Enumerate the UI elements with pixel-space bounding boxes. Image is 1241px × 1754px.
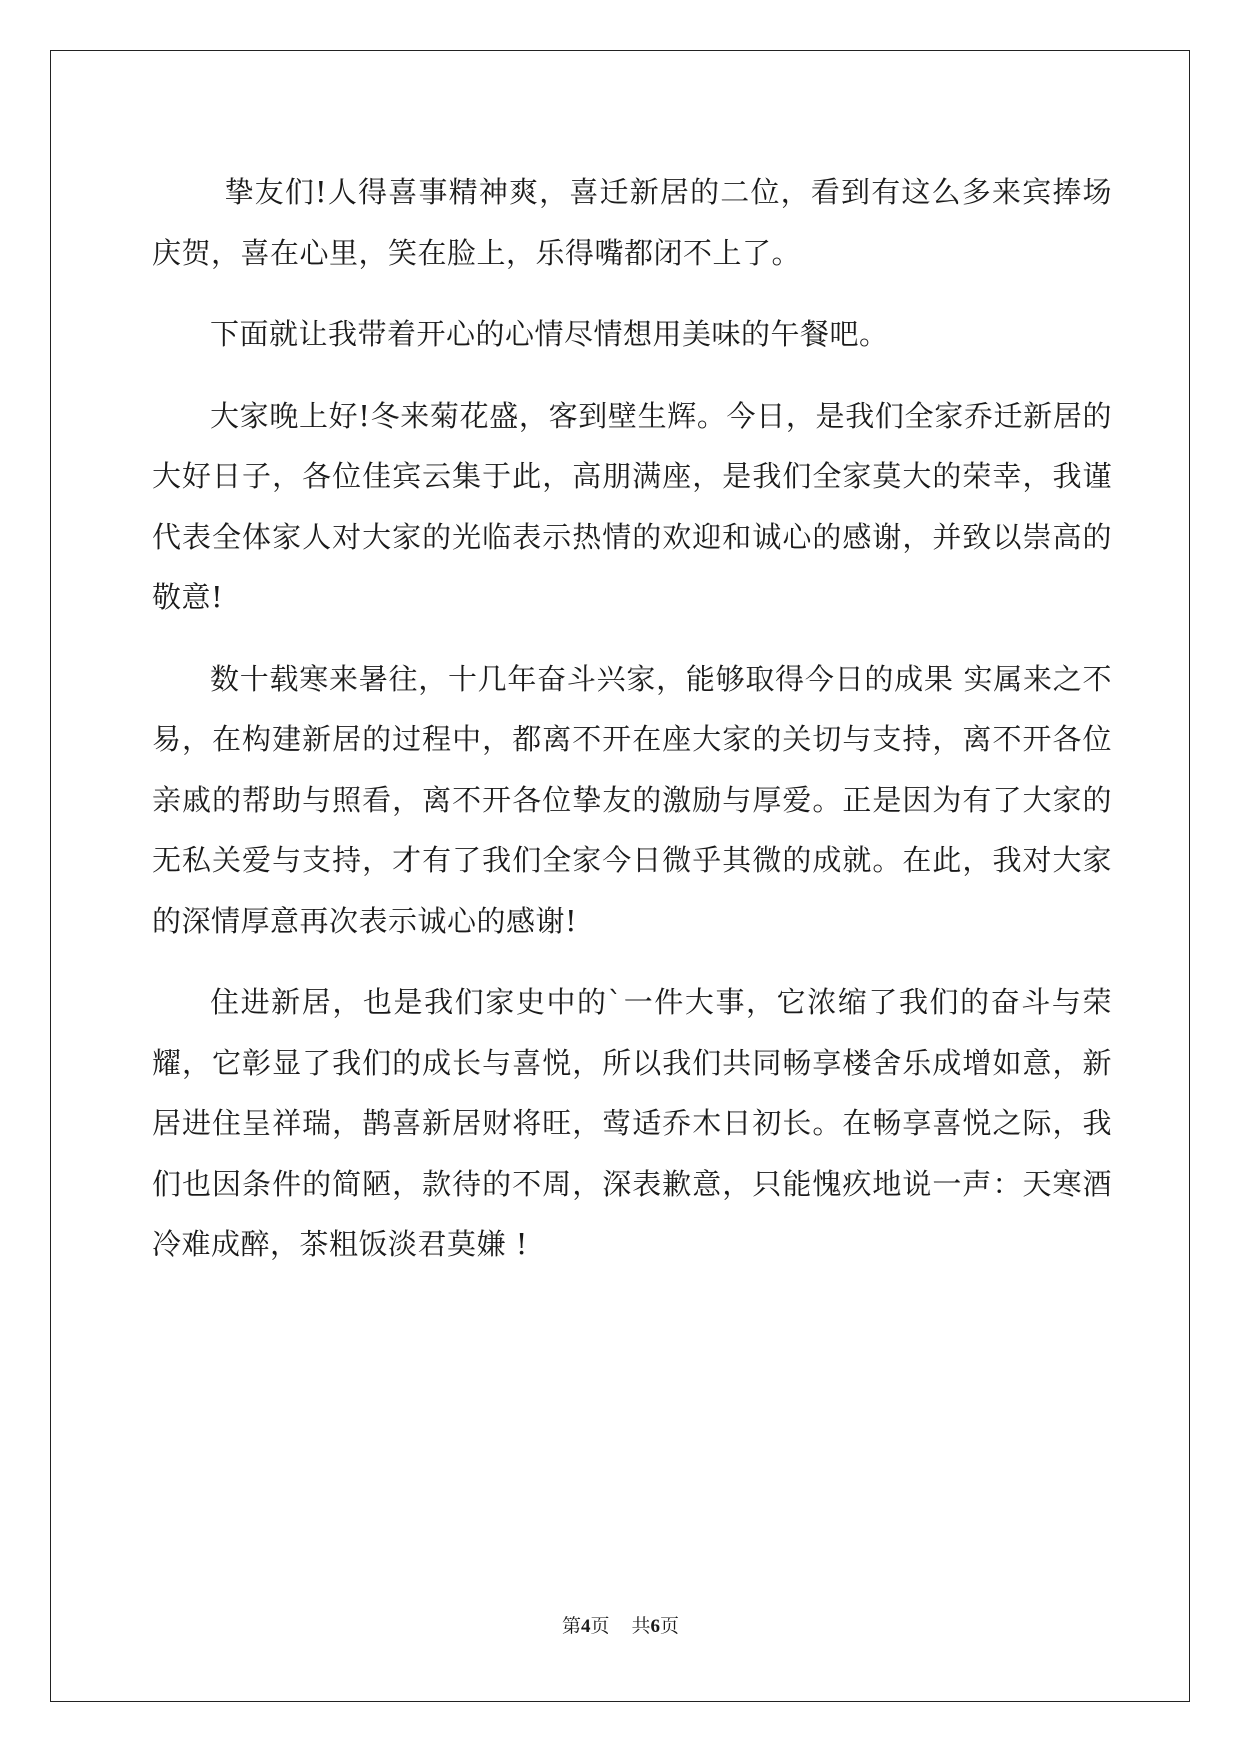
paragraph-4: 数十载寒来暑往，十几年奋斗兴家，能够取得今日的成果 实属来之不易，在构建新居的过程中，都离不开在座大家的关切与支持，离不开各位亲戚的帮助与照看，离不开各位挚友的激励与厚爱。正是因为有了大家的无私关爱与支持，才有了我们全家今日微乎其微的成就。在此，我对大家的深情厚意再次表示诚心的感谢!: [152, 661, 1112, 938]
page-current: 4: [580, 1616, 591, 1637]
paragraph-3: 大家晚上好!冬来菊花盛，客到壁生辉。今日，是我们全家乔迁新居的大好日子，各位佳宾云集于此，高朋满座，是我们全家莫大的荣幸，我谨代表全体家人对大家的光临表示热情的欢迎和诚心的感谢，并致以崇高的敬意!: [152, 398, 1112, 614]
document-body: [152, 162, 1112, 1296]
paragraph-5: 住进新居，也是我们家史中的`一件大事，它浓缩了我们的奋斗与荣耀，它彰显了我们的成长与喜悦，所以我们共同畅享楼舍乐成增如意，新居进住呈祥瑞，鹊喜新居财将旺，莺适乔木日初长。在畅享喜悦之际，我们也因条件的简陋，款待的不周，深表歉意，只能愧疚地说一声：天寒酒冷难成醉，茶粗饭淡君莫嫌 !: [152, 985, 1112, 1261]
total-suffix: 页: [660, 1616, 680, 1637]
paragraph-2: 下面就让我带着开心的心情尽情想用美味的午餐吧。: [210, 317, 889, 351]
page-footer: [0, 1611, 1241, 1638]
page-total: 6: [650, 1616, 661, 1637]
page-prefix: 第: [561, 1616, 581, 1637]
paragraph-1: 挚友们!人得喜事精神爽，喜迁新居的二位，看到有这么多来宾捧场庆贺，喜在心里，笑在脸上，乐得嘴都闭不上了。: [152, 175, 1112, 270]
total-prefix: 共: [631, 1616, 651, 1637]
page-suffix: 页: [590, 1616, 610, 1637]
